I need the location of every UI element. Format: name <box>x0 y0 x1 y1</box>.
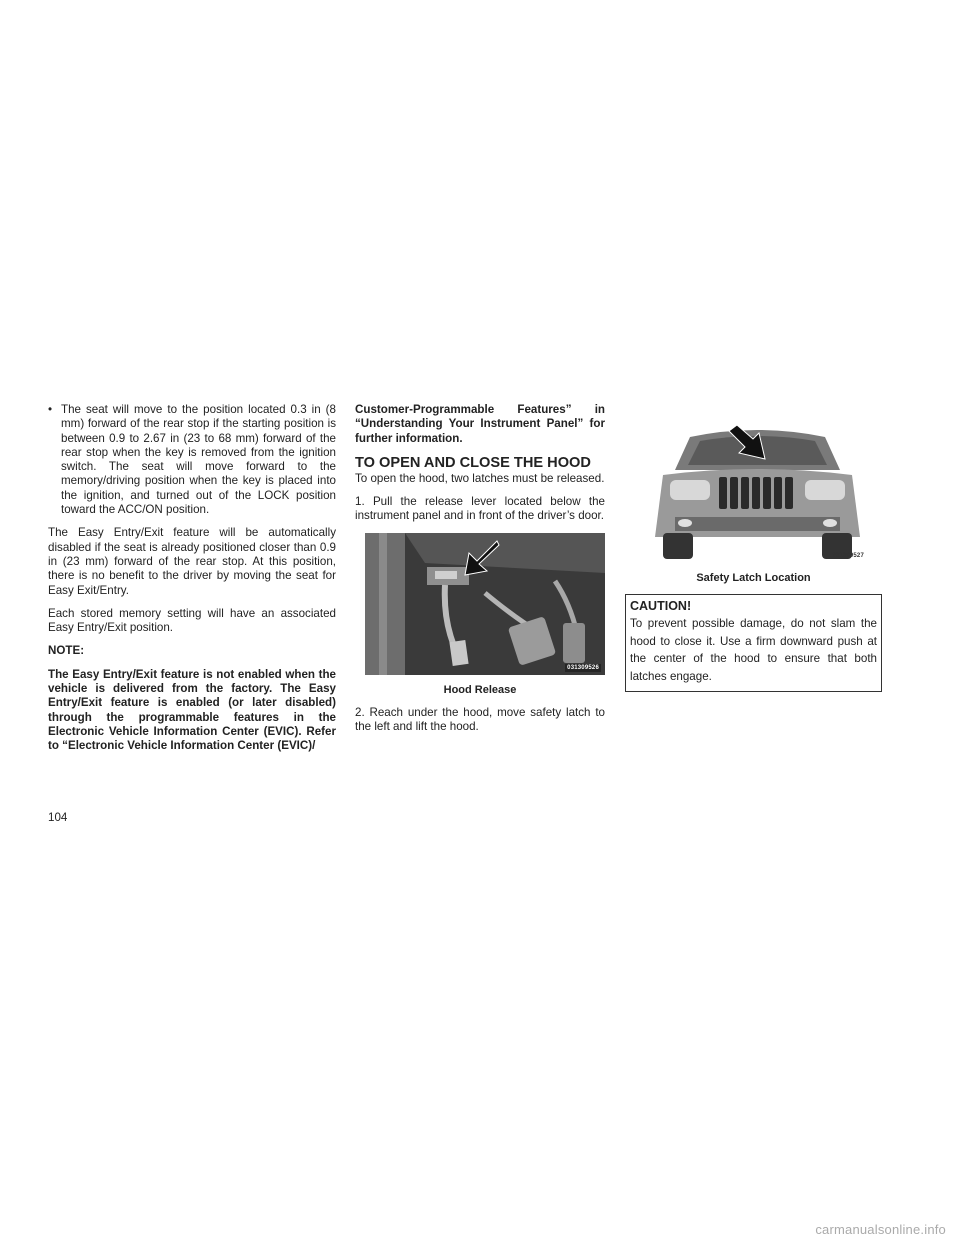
caution-box <box>625 594 882 692</box>
column-1 <box>48 403 336 763</box>
figure-caption: Hood Release <box>443 683 517 696</box>
step-2: 2. Reach under the hood, move safety latch to the left and lift the hood. <box>355 705 605 734</box>
hood-release-figure <box>365 533 605 680</box>
note-text: The Easy Entry/Exit feature is not enabled when the vehicle is delivered from the factory. The Easy Entry/Exit feature is enabled (or later disabled) through the programmable features in the Electronic Vehicle Information Center (EVIC). Refer to “Electronic Vehicle Information Center (EVIC)/ <box>48 667 336 753</box>
section-heading: TO OPEN AND CLOSE THE HOOD <box>355 454 591 471</box>
paragraph-intro: To open the hood, two latches must be released. <box>355 471 605 485</box>
column-2 <box>355 403 605 743</box>
vehicle-front-illustration <box>645 425 870 563</box>
bullet-dot-icon: • <box>48 403 53 416</box>
hood-release-illustration <box>365 533 605 675</box>
page-number: 104 <box>48 811 68 824</box>
figure-code: 031309526 <box>567 664 599 671</box>
caution-text: To prevent possible damage, do not slam the hood to close it. Use a firm downward push at the center of the hood to ensure that both latches engage. <box>630 617 877 683</box>
bullet-item <box>48 403 336 517</box>
step-1: 1. Pull the release lever located below the instrument panel and in front of the driver’s door. <box>355 495 605 523</box>
column-3 <box>625 425 882 692</box>
safety-latch-figure <box>645 425 870 568</box>
paragraph-memory-setting: Each stored memory setting will have an associated Easy Entry/Exit position. <box>48 606 336 635</box>
bullet-text: The seat will move to the position located 0.3 in (8 mm) forward of the rear stop if the starting position is between 0.9 to 2.67 in (23 to 68 mm) forward of the rear stop when the key is removed from the ignition switch. The seat will move forward to the memory/driving position when the key is placed into the ignition, and turned out of the LOCK position toward the ACC/ON position. <box>61 403 336 517</box>
note-continuation: Customer-Programmable Features” in “Understanding Your Instrument Panel” for further information. <box>355 403 605 445</box>
watermark: carmanualsonline.info <box>815 1222 946 1237</box>
paragraph-easy-entry-disabled: The Easy Entry/Exit feature will be automatically disabled if the seat is already positioned closer than 0.9 in (23 mm) forward of the rear stop. At this position, there is no benefit to the driver by moving the seat for Easy Exit/Entry. <box>48 526 336 597</box>
figure-caption: Safety Latch Location <box>696 572 811 584</box>
note-label: NOTE: <box>48 644 85 658</box>
figure-code: 031309527 <box>832 553 864 559</box>
caution-title: CAUTION! <box>630 599 692 613</box>
